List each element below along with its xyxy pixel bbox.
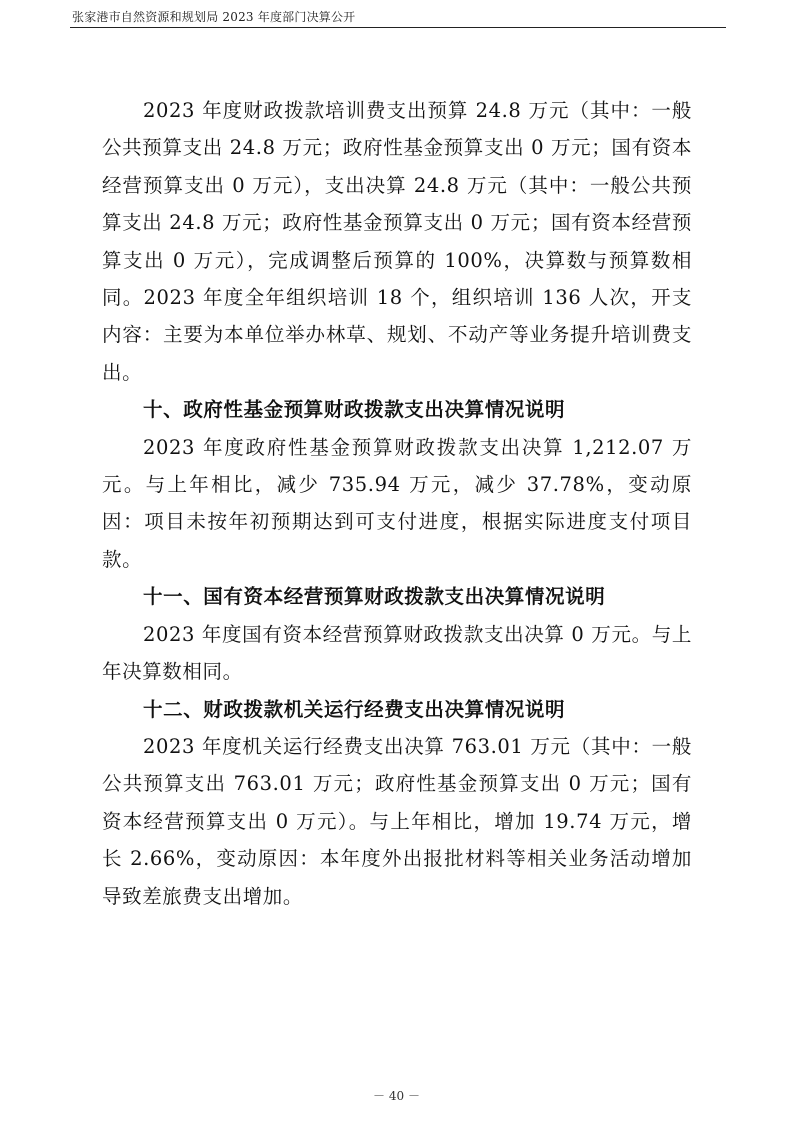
document-header: 张家港市自然资源和规划局 2023 年度部门决算公开 bbox=[72, 10, 356, 24]
government-fund-paragraph: 2023 年度政府性基金预算财政拨款支出决算 1,212.07 万元。与上年相比，减少 735.94 万元，减少 37.78%，变动原因：项目未按年初预期达到可支付进度，根据实际进度支付项目款。 bbox=[102, 435, 692, 571]
state-capital-paragraph: 2023 年度国有资本经营预算财政拨款支出决算 0 万元。与上年决算数相同。 bbox=[102, 622, 692, 684]
section-heading-11: 十一、国有资本经营预算财政拨款支出决算情况说明 bbox=[143, 585, 606, 609]
document-body bbox=[102, 92, 692, 915]
page-number: － 40 － bbox=[373, 1089, 420, 1103]
header-divider bbox=[70, 27, 726, 28]
operating-expense-paragraph: 2023 年度机关运行经费支出决算 763.01 万元（其中：一般公共预算支出 763.01 万元；政府性基金预算支出 0 万元；国有资本经营预算支出 0 万元）。与上年相比，增加 19.74 万元，增长 2.66%，变动原因：本年度外出报批材料等相关业务活动增加导致差旅费支出增加。 bbox=[102, 734, 692, 908]
training-expense-paragraph: 2023 年度财政拨款培训费支出预算 24.8 万元（其中：一般公共预算支出 24.8 万元；政府性基金预算支出 0 万元；国有资本经营预算支出 0 万元），支出决算 24.8 万元（其中：一般公共预算支出 24.8 万元；政府性基金预算支出 0 万元；国有资本经营预算支出 0 万元），完成调整后预算的 100%，决算数与预算数相同。2023 年度全年组织培训 18 个，组织培训 136 人次，开支内容：主要为本单位举办林草、规划、不动产等业务提升培训费支出。 bbox=[102, 99, 692, 384]
section-heading-12: 十二、财政拨款机关运行经费支出决算情况说明 bbox=[143, 697, 566, 721]
section-heading-10: 十、政府性基金预算财政拨款支出决算情况说明 bbox=[143, 398, 566, 422]
